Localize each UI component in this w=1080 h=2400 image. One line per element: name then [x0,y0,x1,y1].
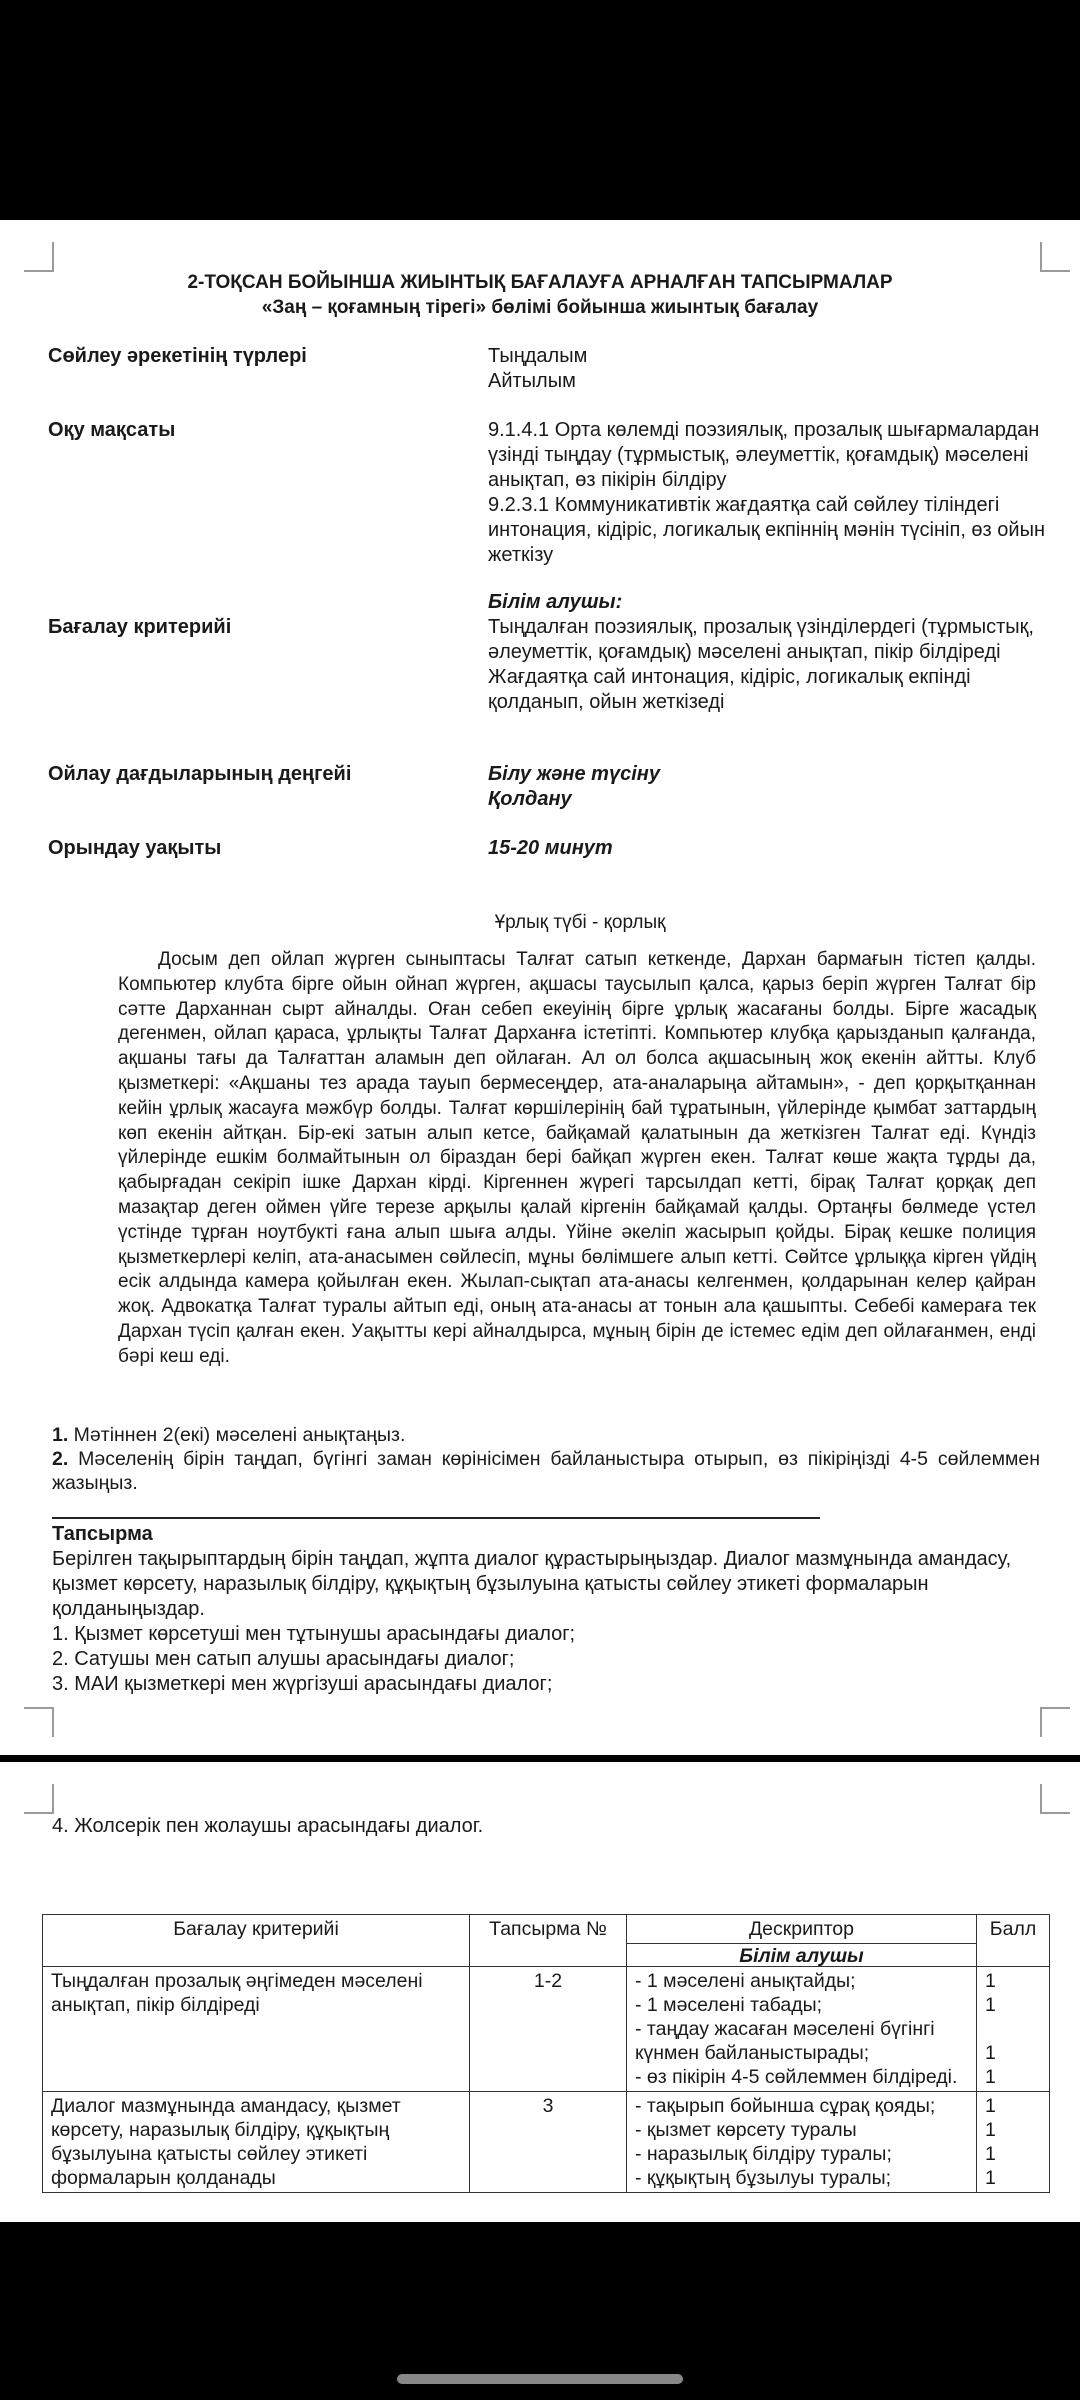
descriptor-item: - қызмет көрсету туралы [635,2119,857,2141]
rubric-task-number: 1-2 [470,1967,627,2092]
rubric-header-descriptor [627,1915,977,1967]
rubric-criterion: Диалог мазмұнында амандасу, қызмет көрсету, наразылық білдіру, құқықтың бұзылуына қатысты сөйлеу этикеті формаларын қолданады [43,2092,470,2193]
point-value: 1 [985,2042,996,2064]
rubric-points [977,2092,1050,2193]
rubric-header-criterion: Бағалау критерийі [43,1915,470,1967]
point-value: 1 [985,2143,996,2165]
page-corner-mark [24,242,54,272]
descriptor-item: - құқықтың бұзылуы туралы; [635,2167,892,2189]
point-value: 1 [985,2119,996,2141]
rubric-task-number: 3 [470,2092,627,2193]
skills-value-2: Қолдану [488,788,572,810]
learner-heading: Білім алушы: [488,591,623,613]
page-corner-mark [1040,1784,1070,1814]
story-title: Ұрлық түбі - қорлық [494,912,666,933]
descriptor-item: - наразылық білдіру туралы; [635,2143,892,2165]
story-text: Досым деп ойлап жүрген сыныптасы Талғат сатып кеткенде, Дархан бармағын тістеп қалды. Компьютер клубта бірге ойын ойнап жүрген, ақшасы таусылып қалса, қарыз беріп жүрген Талғат бір сәтте Дарханнан сырт айналды. Оған себеп екеуінің бірге ұрлық жасағаны болды. Бірге жасадық дегенмен, ойлап қараса, ұрлықты Талғат Дарханға істетіпті. Компьютер клубқа қарызданып қалғанда, ақшаны тағы да Талғаттан аламын деп ойлаған. Ал ол болса ақшасының жоқ екенін айтты. Клуб қызметкері: «Ақшаны тез арада тауып бермесеңдер, ата-аналарыңа айтамын», - деп қорқытқаннан кейін ұрлық жасауға мәжбүр болды. Талғат көршілерінің бай тұратынын, үйлерінде қымбат заттардың көп екенін айтқан. Бір-екі затын алып кетсе, байқамай қалатынын да жеткізген Талғат еді. Күндіз үйлерінде ешкім болмайтынын ол біраздан бері байқап жүрген екен. Талғат көше жақта тұрды да, қабырғадан секіріп ішке Дархан кірді. Кіргеннен жүрегі тарсылдап кетті, бірақ Талғат қорқақ деп мазақтар деген оймен үйге терезе арқылы қалай кіргенін байқамай қалды. Ортаңғы бөлмеде үстел үстінде тұрған ноутбукті ғана алып шыға алды. Үйіне әкеліп жасырып қойды. Бірақ кешке полиция қызметкерлері келіп, ата-анасымен сөйлесіп, мұны бөлімшеге алып кетті. Сөйтсе ұрлыққа кірген үйдің есік алдында камера қойылған екен. Жылап-сықтап ата-анасы келгенмен, қолдарынан келер қайран жоқ. Адвокатқа Талғат туралы айтып еді, оның ата-анасы ат тонын ала қашыпты. Себебі камераға тек Дархан түсіп қалған екен. Уақытты кері айналдырса, мұның бірін де істемес едім деп ойлағанмен, енді бәрі кеш еді. [118,949,1036,1367]
activity-value-2: Айтылым [488,370,576,392]
skills-value-1: Білу және түсіну [488,763,660,785]
rubric-points [977,1967,1050,2092]
question-1-text: Мәтіннен 2(екі) мәселені анықтаңыз. [68,1424,406,1446]
task-item-1: 1. Қызмет көрсетуші мен тұтынушы арасындағы диалог; [52,1623,576,1645]
question-2-number: 2. [52,1448,69,1470]
point-value: 1 [985,2066,996,2088]
question-1 [52,1423,1040,1447]
document-title: 2-ТОҚСАН БОЙЫНША ЖИЫНТЫҚ БАҒАЛАУҒА АРНАЛҒАН ТАПСЫРМАЛАР [187,272,893,293]
descriptor-item: - 1 мәселені табады; [635,1994,823,2016]
point-value: 1 [985,1994,996,2016]
document-page-1 [0,220,1080,1755]
table-row [43,2092,1050,2193]
skills-label: Ойлау дағдыларының деңгейі [48,763,352,785]
goal-value: 9.1.4.1 Орта көлемді поэзиялық, прозалық шығармалардан үзінді тыңдау (тұрмыстық, әлеуметтік, қоғамдық) мәселені анықтап, өз пікірін білдіру 9.2.3.1 Коммуникативтік жағдаятқа сай сөйлеу тіліндегі интонация, кідіріс, логикалық екпіннің мәнін түсініп, өз ойын жеткізу [488,419,1045,566]
document-subtitle: «Заң – қоғамның тірегі» бөлімі бойынша жиынтық бағалау [261,297,819,318]
question-2-text: Мәселенің бірін таңдап, бүгінгі заман көрінісімен байланыстыра отырып, өз пікіріңізді 4-5 сөйлеммен жазыңыз. [52,1448,1040,1494]
home-indicator[interactable] [397,2374,683,2384]
point-value: 1 [985,1970,996,1992]
rubric-table [42,1914,1050,2193]
divider-line [52,1517,820,1519]
criteria-label: Бағалау критерийі [48,616,232,638]
goal-label: Оқу мақсаты [48,419,176,441]
rubric-criterion: Тыңдалған прозалық әңгімеден мәселені анықтап, пікір білдіреді [43,1967,470,2092]
question-1-number: 1. [52,1424,69,1446]
table-row [43,1967,1050,2092]
rubric-descriptors [627,1967,977,2092]
point-value: 1 [985,2167,996,2189]
document-page-2 [0,1762,1080,2222]
page-corner-mark [24,1784,54,1814]
question-2 [52,1447,1040,1495]
page-corner-mark [24,1707,54,1737]
rubric-subheader: Білім алушы [627,1943,976,1968]
point-value [985,2017,1041,2041]
descriptor-item: - тақырып бойынша сұрақ қояды; [635,2095,936,2117]
time-label: Орындау уақыты [48,837,222,859]
rubric-descriptors [627,2092,977,2193]
task-block [52,1522,1052,1697]
task-item-4: 4. Жолсерік пен жолаушы арасындағы диалог. [52,1815,484,1837]
rubric-header-task: Тапсырма № [470,1915,627,1967]
task-heading: Тапсырма [52,1523,153,1545]
task-item-2: 2. Сатушы мен сатып алушы арасындағы диалог; [52,1648,515,1670]
time-value: 15-20 минут [488,837,613,859]
point-value: 1 [985,2095,996,2117]
page-corner-mark [1040,1707,1070,1737]
descriptor-item: - 1 мәселені анықтайды; [635,1970,856,1992]
activity-value-1: Тыңдалым [488,345,588,367]
questions [52,1423,1040,1495]
page-corner-mark [1040,242,1070,272]
descriptor-item: - өз пікірін 4-5 сөйлеммен білдіреді. [635,2066,958,2088]
criteria-value: Тыңдалған поэзиялық, прозалық үзінділердегі (тұрмыстық, әлеуметтік, қоғамдық) мәселені анықтап, пікір білдіреді Жағдаятқа сай интонация, кідіріс, логикалық екпінді қолданып, ойын жеткізеді [488,616,1034,713]
descriptor-item: - таңдау жасаған мәселені бүгінгі күнмен байланыстырады; [635,2018,935,2064]
task-text: Берілген тақырыптардың бірін таңдап, жұпта диалог құрастырыңыздар. Диалог мазмұнында амандасу, қызмет көрсету, наразылық білдіру, құқықтың бұзылуына қатысты сөйлеу этикеті формаларын қолданыңыздар. [52,1548,1012,1620]
activity-label: Сөйлеу әрекетінің түрлері [48,345,307,367]
task-item-3: 3. МАИ қызметкері мен жүргізуші арасындағы диалог; [52,1673,553,1695]
rubric-header-points: Балл [977,1915,1050,1967]
rubric-header-descriptor-label: Дескриптор [748,1918,855,1940]
